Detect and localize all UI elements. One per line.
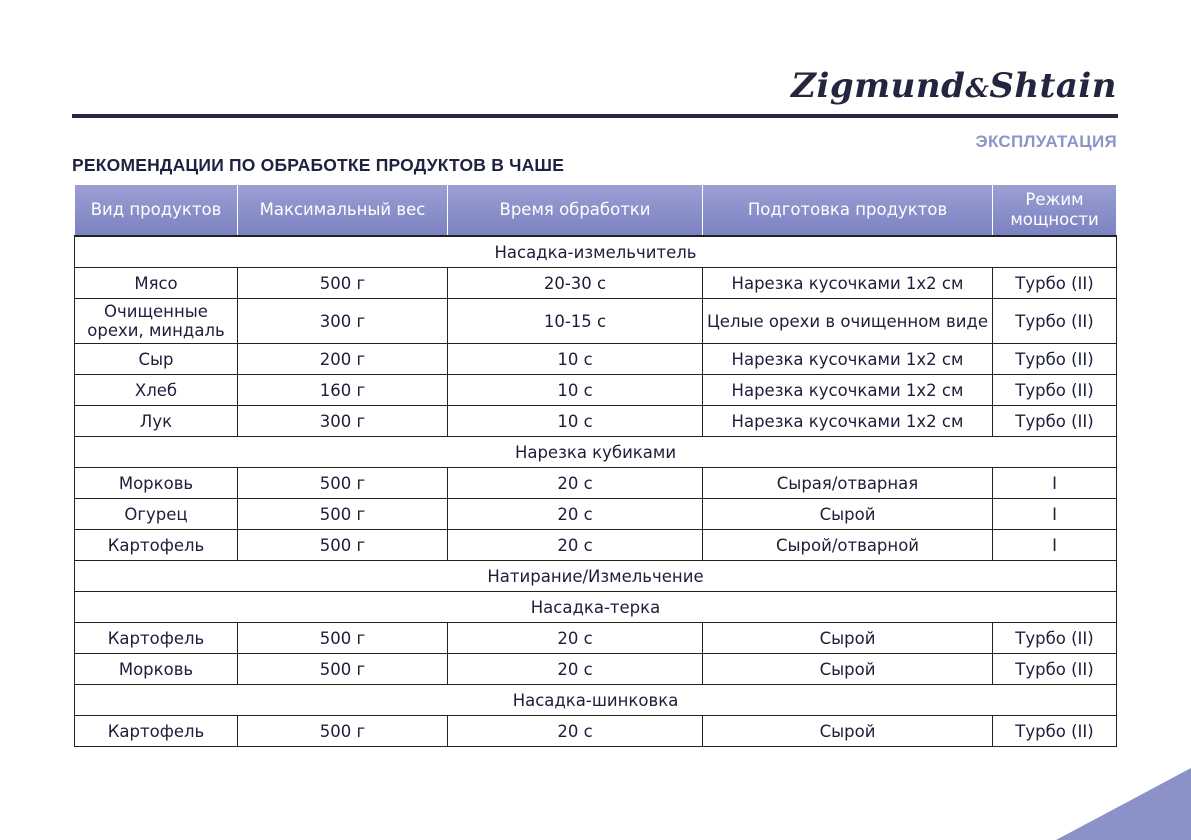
table-row xyxy=(75,530,1117,561)
cell: Сырой xyxy=(703,716,993,747)
table-row xyxy=(75,716,1117,747)
group-row xyxy=(75,592,1117,623)
table-row xyxy=(75,654,1117,685)
cell: Сырой xyxy=(703,623,993,654)
cell: Турбо (II) xyxy=(993,268,1117,299)
section-label: ЭКСПЛУАТАЦИЯ xyxy=(975,132,1117,151)
table-row xyxy=(75,344,1117,375)
cell: 20 с xyxy=(448,716,703,747)
cell: 500 г xyxy=(238,623,448,654)
cell: 10 с xyxy=(448,406,703,437)
table-row xyxy=(75,623,1117,654)
cell: Турбо (II) xyxy=(993,406,1117,437)
cell: 500 г xyxy=(238,654,448,685)
cell: Хлеб xyxy=(75,375,238,406)
cell: Морковь xyxy=(75,468,238,499)
table-header-row xyxy=(75,185,1117,236)
cell: Морковь xyxy=(75,654,238,685)
cell: Турбо (II) xyxy=(993,375,1117,406)
cell: 200 г xyxy=(238,344,448,375)
cell: Картофель xyxy=(75,623,238,654)
cell: Огурец xyxy=(75,499,238,530)
cell: Лук xyxy=(75,406,238,437)
cell: 500 г xyxy=(238,716,448,747)
cell: 160 г xyxy=(238,375,448,406)
cell: 20 с xyxy=(448,530,703,561)
cell: 500 г xyxy=(238,530,448,561)
cell: 10 с xyxy=(448,344,703,375)
cell: Мясо xyxy=(75,268,238,299)
table-row xyxy=(75,268,1117,299)
group-row xyxy=(75,561,1117,592)
table-row xyxy=(75,406,1117,437)
corner-decoration xyxy=(1056,768,1191,840)
cell: Нарезка кусочками 1х2 см xyxy=(703,375,993,406)
cell: Сырая/отварная xyxy=(703,468,993,499)
header-rule xyxy=(72,114,1118,118)
group-row xyxy=(75,685,1117,716)
group-label: Натирание/Измельчение xyxy=(75,561,1117,592)
cell: Картофель xyxy=(75,530,238,561)
cell: Турбо (II) xyxy=(993,299,1117,344)
cell: Сырой xyxy=(703,499,993,530)
cell: Сырой xyxy=(703,654,993,685)
cell: 20 с xyxy=(448,623,703,654)
cell: Картофель xyxy=(75,716,238,747)
cell: Нарезка кусочками 1х2 см xyxy=(703,406,993,437)
cell: Сыр xyxy=(75,344,238,375)
group-label: Насадка-измельчитель xyxy=(75,236,1117,268)
column-header: Максимальный вес xyxy=(238,185,448,236)
table-row xyxy=(75,299,1117,344)
column-header: Подготовка продуктов xyxy=(703,185,993,236)
cell: Нарезка кусочками 1х2 см xyxy=(703,268,993,299)
column-header: Режим мощности xyxy=(993,185,1117,236)
cell: 300 г xyxy=(238,406,448,437)
cell: 500 г xyxy=(238,468,448,499)
cell: Сырой/отварной xyxy=(703,530,993,561)
table-row xyxy=(75,375,1117,406)
cell: I xyxy=(993,530,1117,561)
group-label: Насадка-терка xyxy=(75,592,1117,623)
group-label: Нарезка кубиками xyxy=(75,437,1117,468)
cell: Турбо (II) xyxy=(993,344,1117,375)
group-label: Насадка-шинковка xyxy=(75,685,1117,716)
column-header: Время обработки xyxy=(448,185,703,236)
table-row xyxy=(75,499,1117,530)
cell: Целые орехи в очищенном виде xyxy=(703,299,993,344)
cell: Турбо (II) xyxy=(993,623,1117,654)
cell: 500 г xyxy=(238,499,448,530)
cell: Нарезка кусочками 1х2 см xyxy=(703,344,993,375)
cell: 20 с xyxy=(448,468,703,499)
column-header: Вид продуктов xyxy=(75,185,238,236)
group-row xyxy=(75,236,1117,268)
cell: 20-30 с xyxy=(448,268,703,299)
cell: 10-15 с xyxy=(448,299,703,344)
cell: Турбо (II) xyxy=(993,716,1117,747)
cell: 500 г xyxy=(238,268,448,299)
cell: 20 с xyxy=(448,499,703,530)
cell: 20 с xyxy=(448,654,703,685)
cell: 10 с xyxy=(448,375,703,406)
group-row xyxy=(75,437,1117,468)
cell: Турбо (II) xyxy=(993,654,1117,685)
table-row xyxy=(75,468,1117,499)
cell: 300 г xyxy=(238,299,448,344)
cell: I xyxy=(993,499,1117,530)
recommendations-table xyxy=(74,185,1117,747)
brand-logo: Zigmund&Shtain xyxy=(791,66,1117,106)
cell: I xyxy=(993,468,1117,499)
cell: Очищенные орехи, миндаль xyxy=(75,299,238,344)
table-title: РЕКОМЕНДАЦИИ ПО ОБРАБОТКЕ ПРОДУКТОВ В ЧАШЕ xyxy=(72,155,565,175)
